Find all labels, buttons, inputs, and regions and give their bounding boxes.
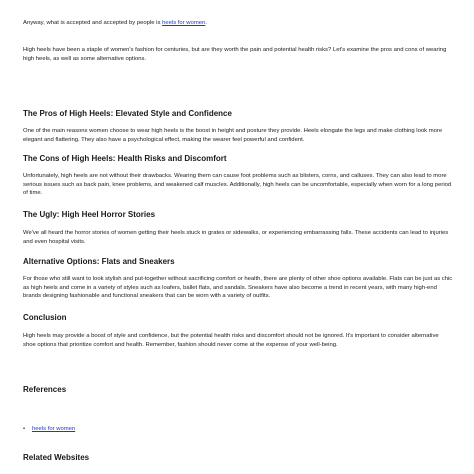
references-list-item [23, 425, 75, 433]
section-heading-pros: The Pros of High Heels: Elevated Style and Confidence [23, 109, 232, 118]
summary-paragraph: High heels have been a staple of women's fashion for centuries, but are they worth the pain and potential health risks? Let's examine the pros and cons of wearing high heels, as well as some alternative options. [23, 47, 447, 62]
section-body-cons: Unfortunately, high heels are not without their drawbacks. Wearing them can cause foot problems such as blisters, corns, and calluses. They can also lead to more serious issues such as back pain, knee problems, and weakened calf muscles. Additionally, high heels can be uncomfortable, especially when worn for a long period of time. [23, 173, 452, 197]
references-heading: References [23, 385, 67, 394]
bullet-icon: • [23, 426, 26, 432]
section-heading-cons: The Cons of High Heels: Health Risks and Discomfort [23, 154, 227, 163]
section-heading-conclusion: Conclusion [23, 313, 67, 322]
section-body-ugly: We've all heard the horror stories of women getting their heels stuck in grates or sidewalks, or experiencing embarrassing falls. These accidents can lead to injuries and even hospital visits. [23, 230, 449, 245]
heels-for-women-link[interactable]: heels for women [162, 20, 206, 26]
reference-link-heels-for-women[interactable]: heels for women [32, 426, 76, 432]
section-body-pros: One of the main reasons women choose to wear high heels is the boost in height and posture they provide. Heels elongate the legs and make clothing look more elegant and flattering. They also have a psychological effect, making the wearer feel powerful and confident. [23, 128, 443, 143]
related-websites-heading: Related Websites [23, 453, 90, 462]
section-body-alternatives: For those who still want to look stylish and put-together without sacrificing comfort or health, there are plenty of other shoe options available. Flats can be just as chic as high heels and come in a variety of styles such as loafers, ballet flats, and sandals. Sneakers have also become a trend in recent years, with many high-end brands designing fashionable and functional sneakers that can be worn with a variety of outfits. [23, 276, 453, 300]
intro-paragraph [23, 19, 453, 28]
section-heading-ugly: The Ugly: High Heel Horror Stories [23, 210, 156, 219]
intro-prefix: Anyway, what is accepted and accepted by people is [23, 20, 163, 26]
section-heading-alternatives: Alternative Options: Flats and Sneakers [23, 257, 175, 266]
section-body-conclusion: High heels may provide a boost of style and confidence, but the potential health risks and discomfort should not be ignored. It's important to consider alternative shoe options that prioritize comfort and health. Remember, fashion should never come at the expense of your well-being. [23, 333, 439, 348]
intro-suffix: . [205, 20, 207, 26]
